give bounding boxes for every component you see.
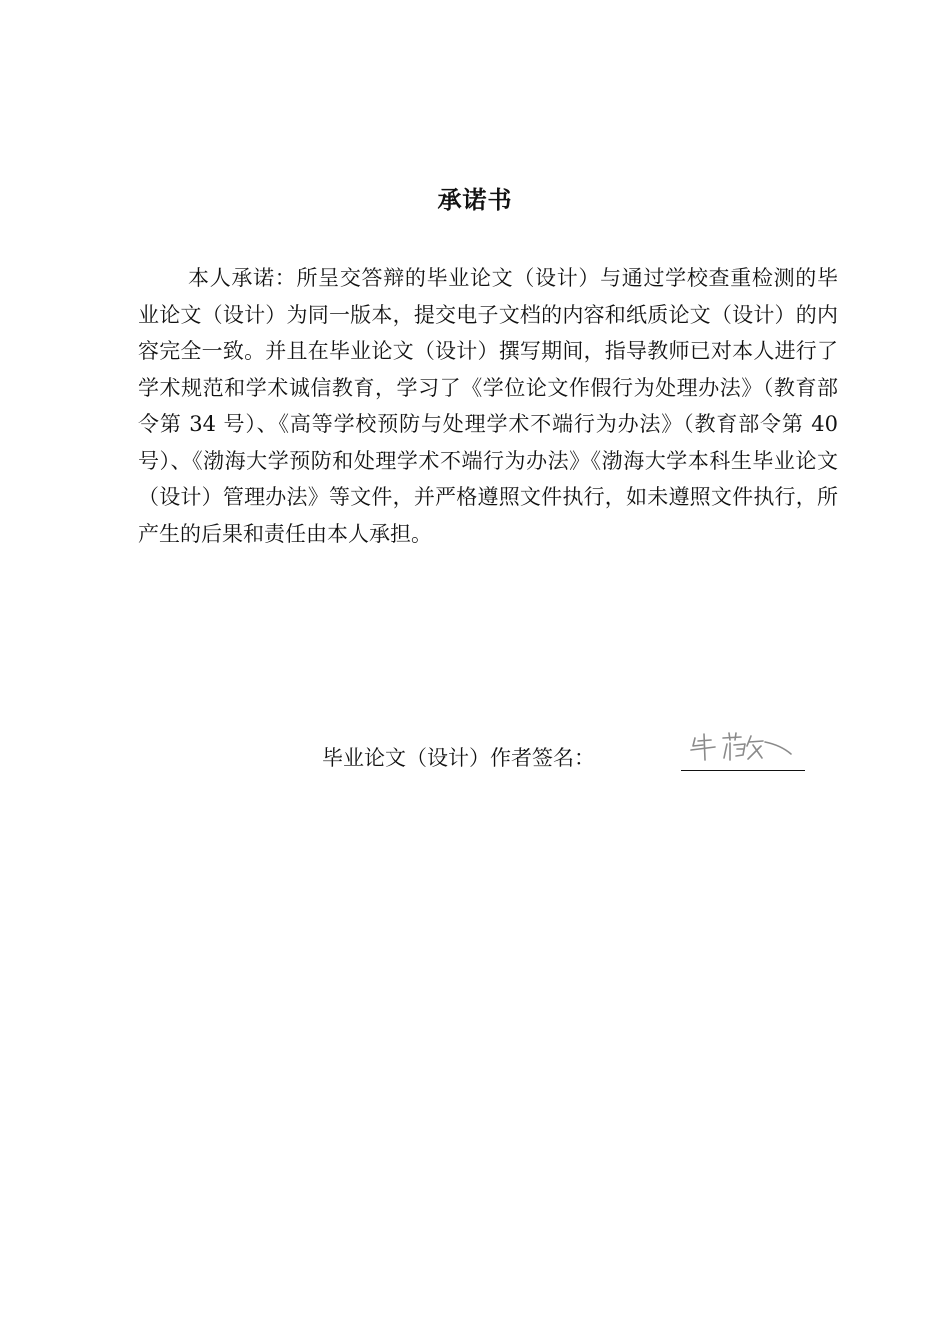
signature-label: 毕业论文（设计）作者签名： [322,746,595,770]
signature-field [681,730,805,771]
pledge-body-text: 本人承诺：所呈交答辩的毕业论文（设计）与通过学校查重检测的毕业论文（设计）为同一版本，提交电子文档的内容和纸质论文（设计）的内容完全一致。并且在毕业论文（设计）撰写期间，指导教师已对本人进行了学术规范和学术诚信教育，学习了《学位论文作假行为处理办法》（教育部令第 34 号）、《高等学校预防与处理学术不端行为办法》（教育部令第 40 号）、《渤海大学预防和处理学术不端行为办法》《渤海大学本科生毕业论文（设计）管理办法》等文件，并严格遵照文件执行，如未遵照文件执行，所产生的后果和责任由本人承担。 [138,266,838,546]
signature-block [322,738,842,778]
page-title: 承诺书 [437,185,513,214]
handwritten-signature [689,730,799,764]
